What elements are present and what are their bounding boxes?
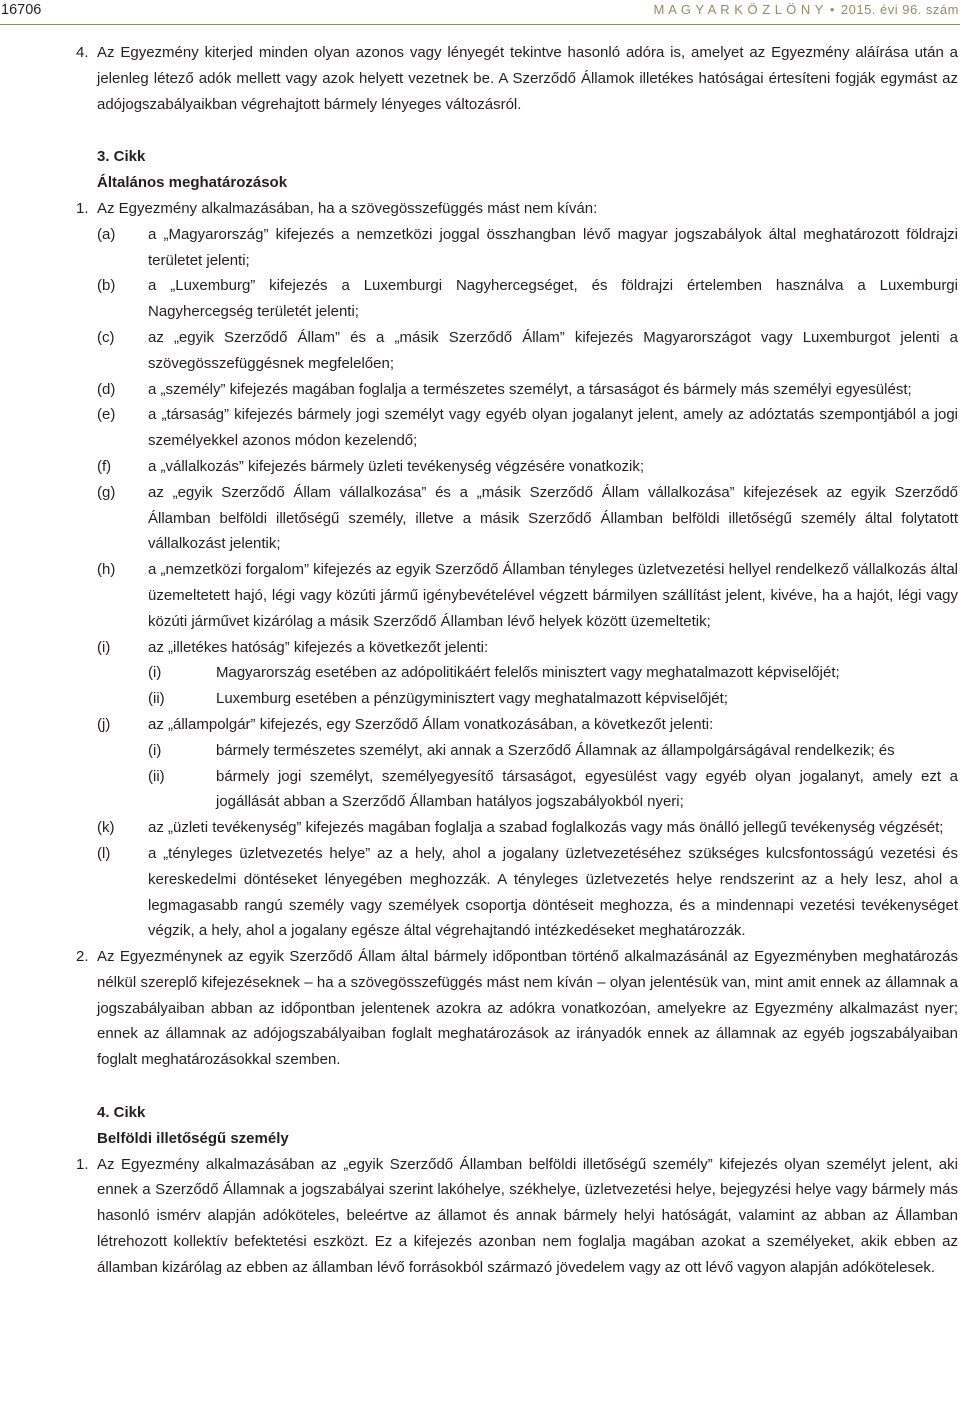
item-text: a „tényleges üzletvezetés helye” az a hely, ahol a jogalany üzletvezetéséhez szükséges kulcsfontosságú vezetési és kereskedelmi döntéseket lényegében meghozzák. A tényleges üzletvezetés helye rendszerint az a hely lesz, ahol a legmagasabb rangú személy vagy személyek csoportja döntéseit meghozza, és a mindennapi vezetési tevékenységet végzik, a hely, ahol a jogalany egésze által végrehajtandó intézkedéseket meghatározzák. [148, 844, 958, 940]
definition-item [0, 273, 958, 325]
item-label: (f) [97, 457, 112, 475]
sub-item-text: Magyarország esetében az adópolitikáért felelős minisztert vagy meghatalmazott képviselőjét; [216, 664, 840, 682]
paragraph-number: 2. [76, 948, 89, 966]
page-header [0, 0, 960, 24]
article-4-heading: 4. Cikk [97, 1104, 146, 1122]
gazette-masthead [654, 0, 959, 20]
item-text: a „Luxemburg” kifejezés a Luxemburgi Nagyhercegséget, és földrajzi értelemben használva a Luxemburgi Nagyhercegség területét jelenti; [148, 277, 958, 321]
item-text: a „nemzetközi forgalom” kifejezés az egyik Szerződő Államban tényleges üzletvezetési hellyel rendelkező vállalkozás által üzemeltetett hajó, légi vagy közúti jármű igénybevételével végzett bármilyen szállítást jelent, kivéve, ha a hajót, légi vagy közúti járművet kizárólag a másik Szerződő Államban lévő helyek között üzemeltetik; [148, 561, 958, 630]
sub-item-label: (ii) [148, 767, 165, 785]
paragraph-number: 1. [76, 199, 89, 217]
issue-number: 2015. évi 96. szám [840, 2, 959, 17]
article-4-title: Belföldi illetőségű személy [97, 1129, 289, 1147]
document-body [0, 40, 958, 1281]
item-text: az „egyik Szerződő Állam vállalkozása” és a „másik Szerződő Állam vállalkozása” kifejezések az egyik Szerződő Államban belföldi illetőségű személy, illetve a másik Szerződő Államban belföldi illetőségű személy által folytatott vállalkozást jelentik; [148, 483, 958, 553]
definition-item [0, 635, 958, 661]
gazette-title: M A G Y A R K Ö Z L Ö N Y [653, 2, 824, 17]
definition-item [0, 815, 958, 841]
paragraph-number: 1. [76, 1155, 89, 1173]
definition-item [0, 402, 958, 454]
definition-item [0, 712, 958, 738]
sub-item-text: bármely természetes személyt, aki annak a Szerződő Államnak az állampolgárságával rendelkezik; és [216, 741, 895, 759]
item-text: az „állampolgár” kifejezés, egy Szerződő Állam vonatkozásában, a következőt jelenti: [148, 715, 714, 733]
item-label: (l) [97, 844, 111, 862]
paragraph-text: Az Egyezmény alkalmazásában az „egyik Szerződő Államban belföldi illetőségű személy” kifejezés olyan személyt jelent, aki ennek a Szerződő Államnak a jogszabályai szerint lakóhelye, székhelye, üzletvezetési helye, bejegyzési helye vagy bármely más hasonló ismérv alapján adóköteles, beleértve az államot és annak bármely helyi hatóságát, valamint az abban az Államban létrehozott kollektív befektetési eszközt. Ez a kifejezés azonban nem foglalja magában azokat a személyeket, akik ebben az államban kizárólag az ebben az államban lévő forrásokból származó jövedelem vagy az ott lévő vagyon alapján adókötelesek. [97, 1155, 958, 1276]
sub-item-text: bármely jogi személyt, személyegyesítő társaságot, egyesülést vagy egyéb olyan jogalanyt, amely ezt a jogállását abban a Szerződő Államban hatályos jogszabályokból nyeri; [216, 767, 958, 811]
definition-item [0, 222, 958, 274]
definition-item [0, 841, 958, 944]
paragraph-text: Az Egyezménynek az egyik Szerződő Állam által bármely időpontban történő alkalmazásánál az Egyezményben meghatározás nélkül szereplő kifejezéseknek – ha a szövegösszefüggés mást nem kíván – olyan jelentésük van, mint amit ennek az államnak a jogszabályaiban abban az időpontban jelentenek azokra az adókra vonatkozóan, amelyekre az Egyezmény alkalmazást nyer; ennek az államnak az adójogszabályaiban foglalt meghatározások az irányadók ennek az államnak az egyéb jogszabályaiban foglalt meghatározásokkal szemben. [97, 948, 958, 1069]
item-label: (h) [97, 561, 116, 579]
item-text: az „üzleti tevékenység” kifejezés magában foglalja a szabad foglalkozás vagy más önálló jellegű tevékenység végzését; [148, 819, 944, 837]
item-label: (j) [97, 715, 111, 733]
paragraph-intro: Az Egyezmény alkalmazásában, ha a szövegösszefüggés mást nem kíván: [97, 199, 598, 217]
item-label: (c) [97, 328, 115, 346]
item-label: (b) [97, 277, 116, 295]
article-3-paragraph-2 [0, 944, 958, 1073]
item-label: (d) [97, 380, 116, 398]
separator-dot: • [829, 2, 835, 17]
definition-item [0, 325, 958, 377]
sub-item [0, 660, 958, 686]
sub-item [0, 738, 958, 764]
paragraph-number: 4. [76, 44, 89, 61]
page-number: 16706 [1, 2, 42, 18]
paragraph-4 [0, 40, 958, 117]
definition-item [0, 557, 958, 634]
item-text: az „egyik Szerződő Állam” és a „másik Szerződő Állam” kifejezés Magyarországot vagy Luxemburgot jelenti a szövegösszefüggésnek megfelelően; [148, 328, 958, 372]
article-3-title: Általános meghatározások [97, 174, 288, 192]
article-3-heading: 3. Cikk [97, 148, 146, 166]
sub-item-label: (i) [148, 664, 162, 682]
sub-item-label: (ii) [148, 690, 165, 708]
paragraph-text: Az Egyezmény kiterjed minden olyan azonos vagy lényegét tekintve hasonló adóra is, amelyet az Egyezmény aláírása után a jelenleg létező adók mellett vagy azok helyett vezetnek be. A Szerződő Államok illetékes hatóságai értesíteni fogják egymást az adójogszabályaikban végrehajtott bármely lényeges változásról. [97, 44, 958, 113]
item-label: (g) [97, 483, 116, 501]
item-text: a „Magyarország” kifejezés a nemzetközi joggal összhangban lévő magyar jogszabályok által meghatározott földrajzi területet jelenti; [148, 225, 958, 269]
definition-item [0, 454, 958, 480]
item-text: a „vállalkozás” kifejezés bármely üzleti tevékenység végzésére vonatkozik; [148, 457, 645, 475]
sub-item-text: Luxemburg esetében a pénzügyminisztert vagy meghatalmazott képviselőjét; [216, 690, 728, 708]
sub-item-label: (i) [148, 741, 162, 759]
article-4-paragraph-1 [0, 1152, 958, 1281]
item-label: (e) [97, 406, 116, 424]
sub-item [0, 686, 958, 712]
item-text: a „személy” kifejezés magában foglalja a természetes személyt, a társaságot és bármely más személyi egyesülést; [148, 380, 912, 398]
item-label: (a) [97, 225, 116, 243]
sub-item [0, 764, 958, 816]
header-rule [0, 24, 960, 25]
item-label: (k) [97, 819, 115, 837]
definition-item [0, 480, 958, 557]
article-3-paragraph-1 [0, 196, 958, 222]
item-label: (i) [97, 638, 111, 656]
item-text: a „társaság” kifejezés bármely jogi személyt vagy egyéb olyan jogalanyt jelent, amely az adóztatás szempontjából a jogi személyekkel azonos módon kezelendő; [148, 406, 958, 450]
definition-item [0, 377, 958, 403]
item-text: az „illetékes hatóság” kifejezés a következőt jelenti: [148, 638, 489, 656]
